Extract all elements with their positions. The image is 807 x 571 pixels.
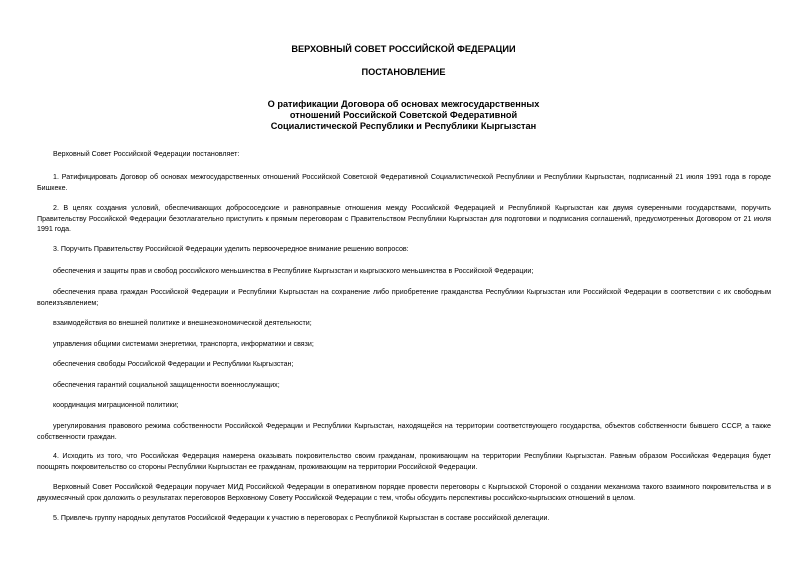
- subitem-migration: координация миграционной политики;: [53, 401, 179, 409]
- paragraph-item-1: 1. Ратифицировать Договор об основах межгосударственных отношений Российской Советской Федеративной Социалистической Республики и Республики Кыргызстан, подписанный 21 июля 1991 года в городе Бишкеке.: [37, 173, 771, 192]
- subitem-shared-systems: управления общими системами энергетики, транспорта, информатики и связи;: [53, 340, 314, 348]
- subitem-citizenship: обеспечения права граждан Российской Федерации и Республики Кыргызстан на сохранение либо приобретение гражданства Республики Кыргызстан или Российской Федерации в соответствии с их свободным волеизъявлением;: [37, 288, 771, 307]
- subitem-property-regime: урегулирования правового режима собственности Российской Федерации и Республики Кыргызстан, находящейся на территории соответствующего государства, объектов собственности бывшего СССР, а также собственности граждан.: [37, 422, 771, 441]
- preamble-paragraph: Верховный Совет Российской Федерации постановляет:: [53, 150, 240, 158]
- council-title: ВЕРХОВНЫЙ СОВЕТ РОССИЙСКОЙ ФЕДЕРАЦИИ: [291, 44, 516, 54]
- paragraph-item-5: 5. Привлечь группу народных депутатов Российской Федерации к участию в переговорах с Республикой Кыргызстан в составе российской делегации.: [53, 514, 550, 522]
- subject-line: отношений Российской Советской Федеративной: [289, 110, 518, 120]
- subitem-minority-rights: обеспечения и защиты прав и свобод российского меньшинства в Республике Кыргызстан и кыргызского меньшинства в Российской Федерации;: [53, 267, 534, 275]
- subitem-foreign-policy: взаимодействия во внешней политике и внешнеэкономической деятельности;: [53, 319, 312, 327]
- document-subject: [0, 99, 807, 132]
- subitem-military-guarantees: обеспечения гарантий социальной защищенности военнослужащих;: [53, 381, 280, 389]
- subject-line: О ратификации Договора об основах межгосударственных: [267, 99, 540, 109]
- subject-line: Социалистической Республики и Республики Кыргызстан: [270, 121, 537, 131]
- paragraph-item-4: 4. Исходить из того, что Российская Федерация намерена оказывать покровительство своим гражданам, проживающим на территории Республики Кыргызстан. Равным образом Российская Федерация будет поощрять покровительство со стороны Республики Кыргызстан ее гражданам, проживающим на территории Российской Федерации.: [37, 452, 771, 471]
- paragraph-mfa-instruction: Верховный Совет Российской Федерации поручает МИД Российской Федерации в оперативном порядке провести переговоры с Кыргызской Стороной о создании механизма такого взаимного покровительства и в двухмесячный срок доложить о результатах переговоров Верховному Совету Российской Федерации с тем, чтобы обсудить перспективы российско-кыргызских отношений в целом.: [37, 483, 771, 502]
- paragraph-item-3: 3. Поручить Правительству Российской Федерации уделить первоочередное внимание решению вопросов:: [53, 245, 409, 253]
- paragraph-item-2: 2. В целях создания условий, обеспечивающих добрососедские и равноправные отношения между Российской Федерацией и Республикой Кыргызстан как двумя суверенными государствами, поручить Правительству Российской Федерации безотлагательно приступить к прямым переговорам с Правительством Республики Кыргызстан для подготовки и подписания соглашений, предусмотренных Договором от 21 июля 1991 года.: [37, 204, 771, 233]
- subitem-freedom: обеспечения свободы Российской Федерации и Республики Кыргызстан;: [53, 360, 294, 368]
- document-type: ПОСТАНОВЛЕНИЕ: [361, 67, 446, 77]
